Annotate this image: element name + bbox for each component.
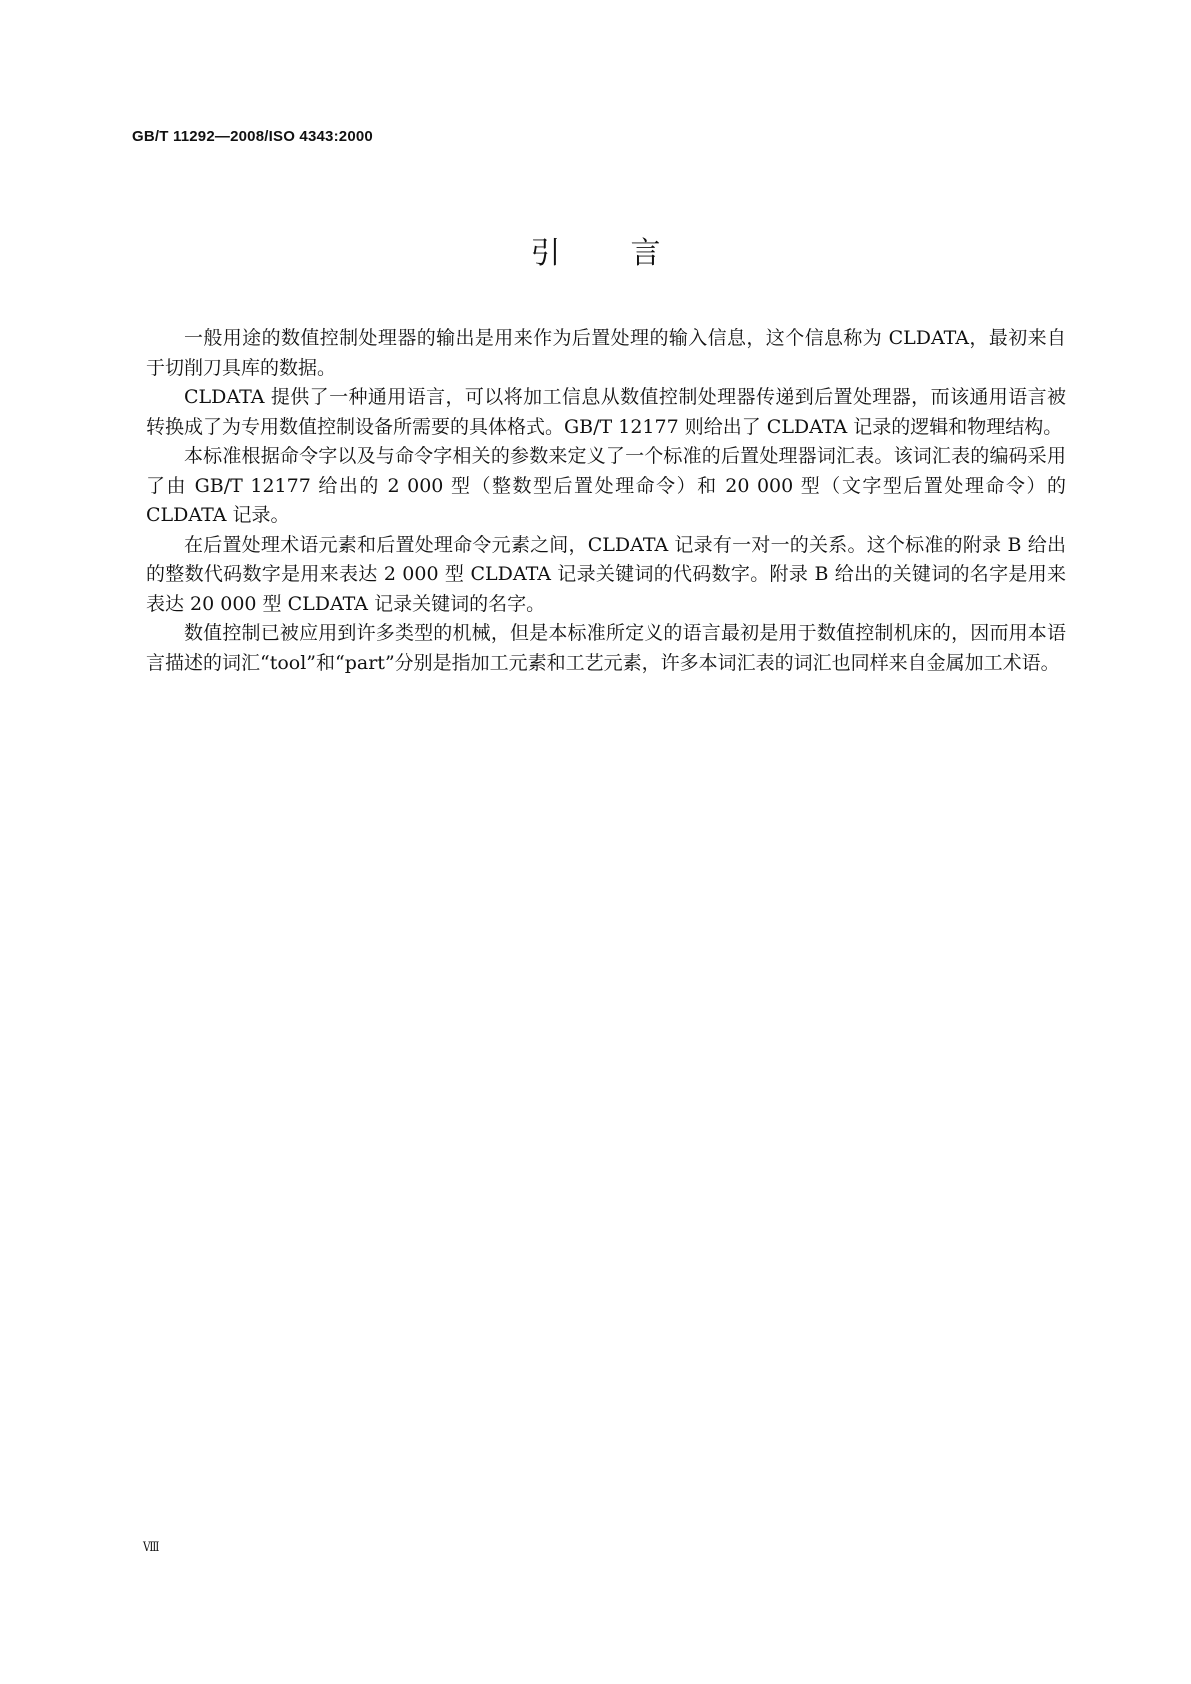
paragraph: 本标准根据命令字以及与命令字相关的参数来定义了一个标准的后置处理器词汇表。该词汇表的编码采用了由 GB/T 12177 给出的 2 000 型（整数型后置处理命令）和 20 000 型（文字型后置处理命令）的 CLDATA 记录。 — [146, 445, 1066, 526]
page-number: Ⅷ — [143, 1540, 160, 1555]
paragraph: 一般用途的数值控制处理器的输出是用来作为后置处理的输入信息，这个信息称为 CLDATA，最初来自于切削刀具库的数据。 — [146, 327, 1066, 379]
paragraph: 数值控制已被应用到许多类型的机械，但是本标准所定义的语言最初是用于数值控制机床的，因而用本语言描述的词汇“tool”和“part”分别是指加工元素和工艺元素，许多本词汇表的词汇也同样来自金属加工术语。 — [146, 622, 1066, 674]
standard-code-header: GB/T 11292—2008/ISO 4343:2000 — [132, 128, 373, 145]
paragraph: CLDATA 提供了一种通用语言，可以将加工信息从数值控制处理器传递到后置处理器，而该通用语言被转换成了为专用数值控制设备所需要的具体格式。GB/T 12177 则给出了 CLDATA 记录的逻辑和物理结构。 — [146, 386, 1066, 438]
introduction-body — [146, 324, 1066, 678]
page-title: 引言 — [530, 236, 731, 271]
paragraph: 在后置处理术语元素和后置处理命令元素之间，CLDATA 记录有一对一的关系。这个标准的附录 B 给出的整数代码数字是用来表达 2 000 型 CLDATA 记录关键词的代码数字。附录 B 给出的关键词的名字是用来表达 20 000 型 CLDATA 记录关键词的名字。 — [146, 533, 1066, 615]
